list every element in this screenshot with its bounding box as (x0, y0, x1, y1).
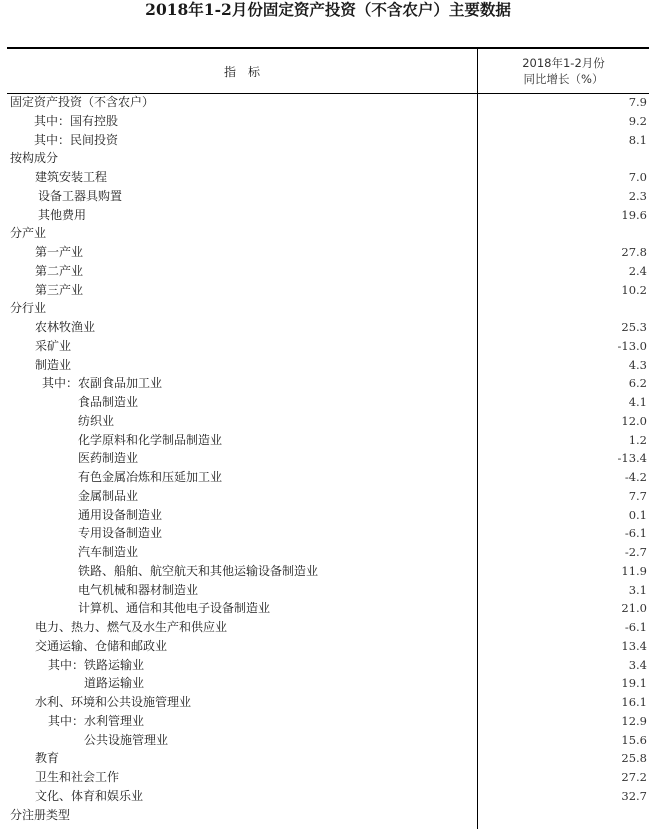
row-label: 建筑安装工程 (35, 170, 108, 184)
row-label: 医药制造业 (78, 451, 139, 466)
row-label: 按构成分 (10, 151, 59, 166)
row-label: 其中：铁路运输业 (48, 657, 145, 672)
row-label: 分产业 (10, 226, 47, 241)
row-label: 教育 (35, 751, 60, 766)
header-value-line1: 2018年1-2月份 (522, 56, 605, 70)
row-value: -13.0 (617, 338, 647, 353)
row-value: 2.4 (628, 263, 647, 278)
row-value: -6.1 (624, 620, 647, 634)
row-value: 4.3 (628, 357, 647, 372)
row-label: 分注册类型 (10, 807, 71, 822)
table-row (7, 149, 649, 168)
row-label: 交通运输、仓储和邮政业 (35, 638, 168, 653)
table-row (7, 206, 649, 225)
row-label: 分行业 (10, 301, 47, 316)
data-table (7, 93, 649, 824)
row-value: 15.6 (621, 732, 647, 747)
table-row (7, 412, 649, 431)
row-value: 4.1 (628, 395, 647, 409)
table-row (7, 374, 649, 393)
row-value: 6.2 (628, 376, 647, 391)
header-value-line2: 同比增长（%） (523, 72, 604, 86)
table-row (7, 93, 649, 112)
row-value: 2.3 (628, 188, 647, 203)
row-value: 19.6 (621, 207, 647, 222)
table-row (7, 299, 649, 318)
table-row (7, 318, 649, 337)
row-label: 公共设施管理业 (84, 732, 169, 747)
row-value: 19.1 (621, 676, 647, 691)
table-row (7, 712, 649, 731)
row-label: 食品制造业 (78, 395, 139, 409)
row-value: 12.9 (621, 713, 647, 728)
row-label: 纺织业 (78, 413, 115, 428)
table-row (7, 431, 649, 450)
table-row (7, 524, 649, 543)
row-value: 25.3 (621, 320, 647, 334)
header-value (478, 49, 649, 93)
table-row (7, 393, 649, 412)
row-value: 3.1 (628, 582, 647, 597)
row-value: 3.4 (628, 657, 647, 672)
row-label: 通用设备制造业 (78, 507, 163, 522)
table-row (7, 768, 649, 787)
table-row (7, 806, 649, 825)
table-row (7, 581, 649, 600)
row-label: 电力、热力、燃气及水生产和供应业 (35, 620, 228, 634)
row-value: 13.4 (621, 638, 647, 653)
row-value: 10.2 (621, 282, 647, 297)
row-value: -6.1 (624, 526, 647, 541)
row-label: 制造业 (35, 357, 72, 372)
table-row (7, 749, 649, 768)
table-row (7, 243, 649, 262)
row-label: 专用设备制造业 (78, 526, 163, 541)
row-label: 农林牧渔业 (35, 320, 96, 334)
table-row (7, 674, 649, 693)
row-label: 卫生和社会工作 (35, 770, 120, 784)
table-row (7, 168, 649, 187)
table-row (7, 337, 649, 356)
row-label: 金属制品业 (78, 488, 139, 503)
row-value: 1.2 (628, 432, 647, 447)
row-value: 27.8 (621, 245, 647, 259)
row-label: 有色金属冶炼和压延加工业 (78, 470, 223, 484)
page-title: 2018年1-2月份固定资产投资（不含农户）主要数据 (145, 0, 511, 19)
table-row (7, 562, 649, 581)
table-row (7, 506, 649, 525)
table-row (7, 281, 649, 300)
row-value: 12.0 (621, 413, 647, 428)
row-label: 铁路、船舶、航空航天和其他运输设备制造业 (78, 563, 319, 578)
table-row (7, 112, 649, 131)
row-label: 其中：农副食品加工业 (42, 376, 163, 391)
table-row (7, 693, 649, 712)
table-row (7, 224, 649, 243)
row-label: 其中：水利管理业 (48, 713, 145, 728)
row-value: 7.0 (628, 170, 647, 184)
table-row (7, 656, 649, 675)
row-label: 文化、体育和娱乐业 (35, 788, 144, 803)
row-label: 其中：国有控股 (34, 113, 119, 128)
row-label: 其中：民间投资 (34, 132, 119, 147)
table-row (7, 637, 649, 656)
table-row (7, 787, 649, 806)
table-row (7, 262, 649, 281)
row-value: 16.1 (621, 695, 647, 709)
row-value: 7.7 (628, 488, 647, 503)
table-row (7, 731, 649, 750)
row-value: -4.2 (624, 470, 647, 484)
row-value: 11.9 (621, 563, 647, 578)
row-label: 水利、环境和公共设施管理业 (35, 695, 192, 709)
row-label: 汽车制造业 (78, 545, 139, 559)
table-row (7, 543, 649, 562)
table-row (7, 599, 649, 618)
row-label: 采矿业 (35, 338, 72, 353)
row-value: 27.2 (621, 770, 647, 784)
table-row (7, 187, 649, 206)
row-value: 32.7 (621, 788, 647, 803)
table-row (7, 131, 649, 150)
row-label: 道路运输业 (84, 676, 145, 691)
row-value: 8.1 (628, 132, 647, 147)
row-value: 9.2 (628, 113, 647, 128)
table-row (7, 449, 649, 468)
row-value: 21.0 (621, 601, 647, 616)
row-label: 电气机械和器材制造业 (78, 582, 199, 597)
table-row (7, 618, 649, 637)
row-label: 第三产业 (35, 282, 84, 297)
row-value: 7.9 (628, 95, 647, 109)
row-label: 其他费用 (38, 207, 87, 222)
row-label: 第二产业 (35, 263, 84, 278)
row-label: 计算机、通信和其他电子设备制造业 (78, 601, 271, 616)
row-value: -2.7 (624, 545, 647, 559)
header-indicator: 指 标 (223, 64, 260, 79)
row-value: 0.1 (628, 507, 647, 522)
table-row (7, 468, 649, 487)
row-value: 25.8 (621, 751, 647, 766)
row-label: 化学原料和化学制品制造业 (78, 432, 223, 447)
table-row (7, 487, 649, 506)
row-label: 第一产业 (35, 245, 84, 259)
row-label: 设备工器具购置 (38, 188, 123, 203)
row-label: 固定资产投资（不含农户） (10, 95, 155, 109)
table-row (7, 356, 649, 375)
row-value: -13.4 (617, 451, 647, 466)
